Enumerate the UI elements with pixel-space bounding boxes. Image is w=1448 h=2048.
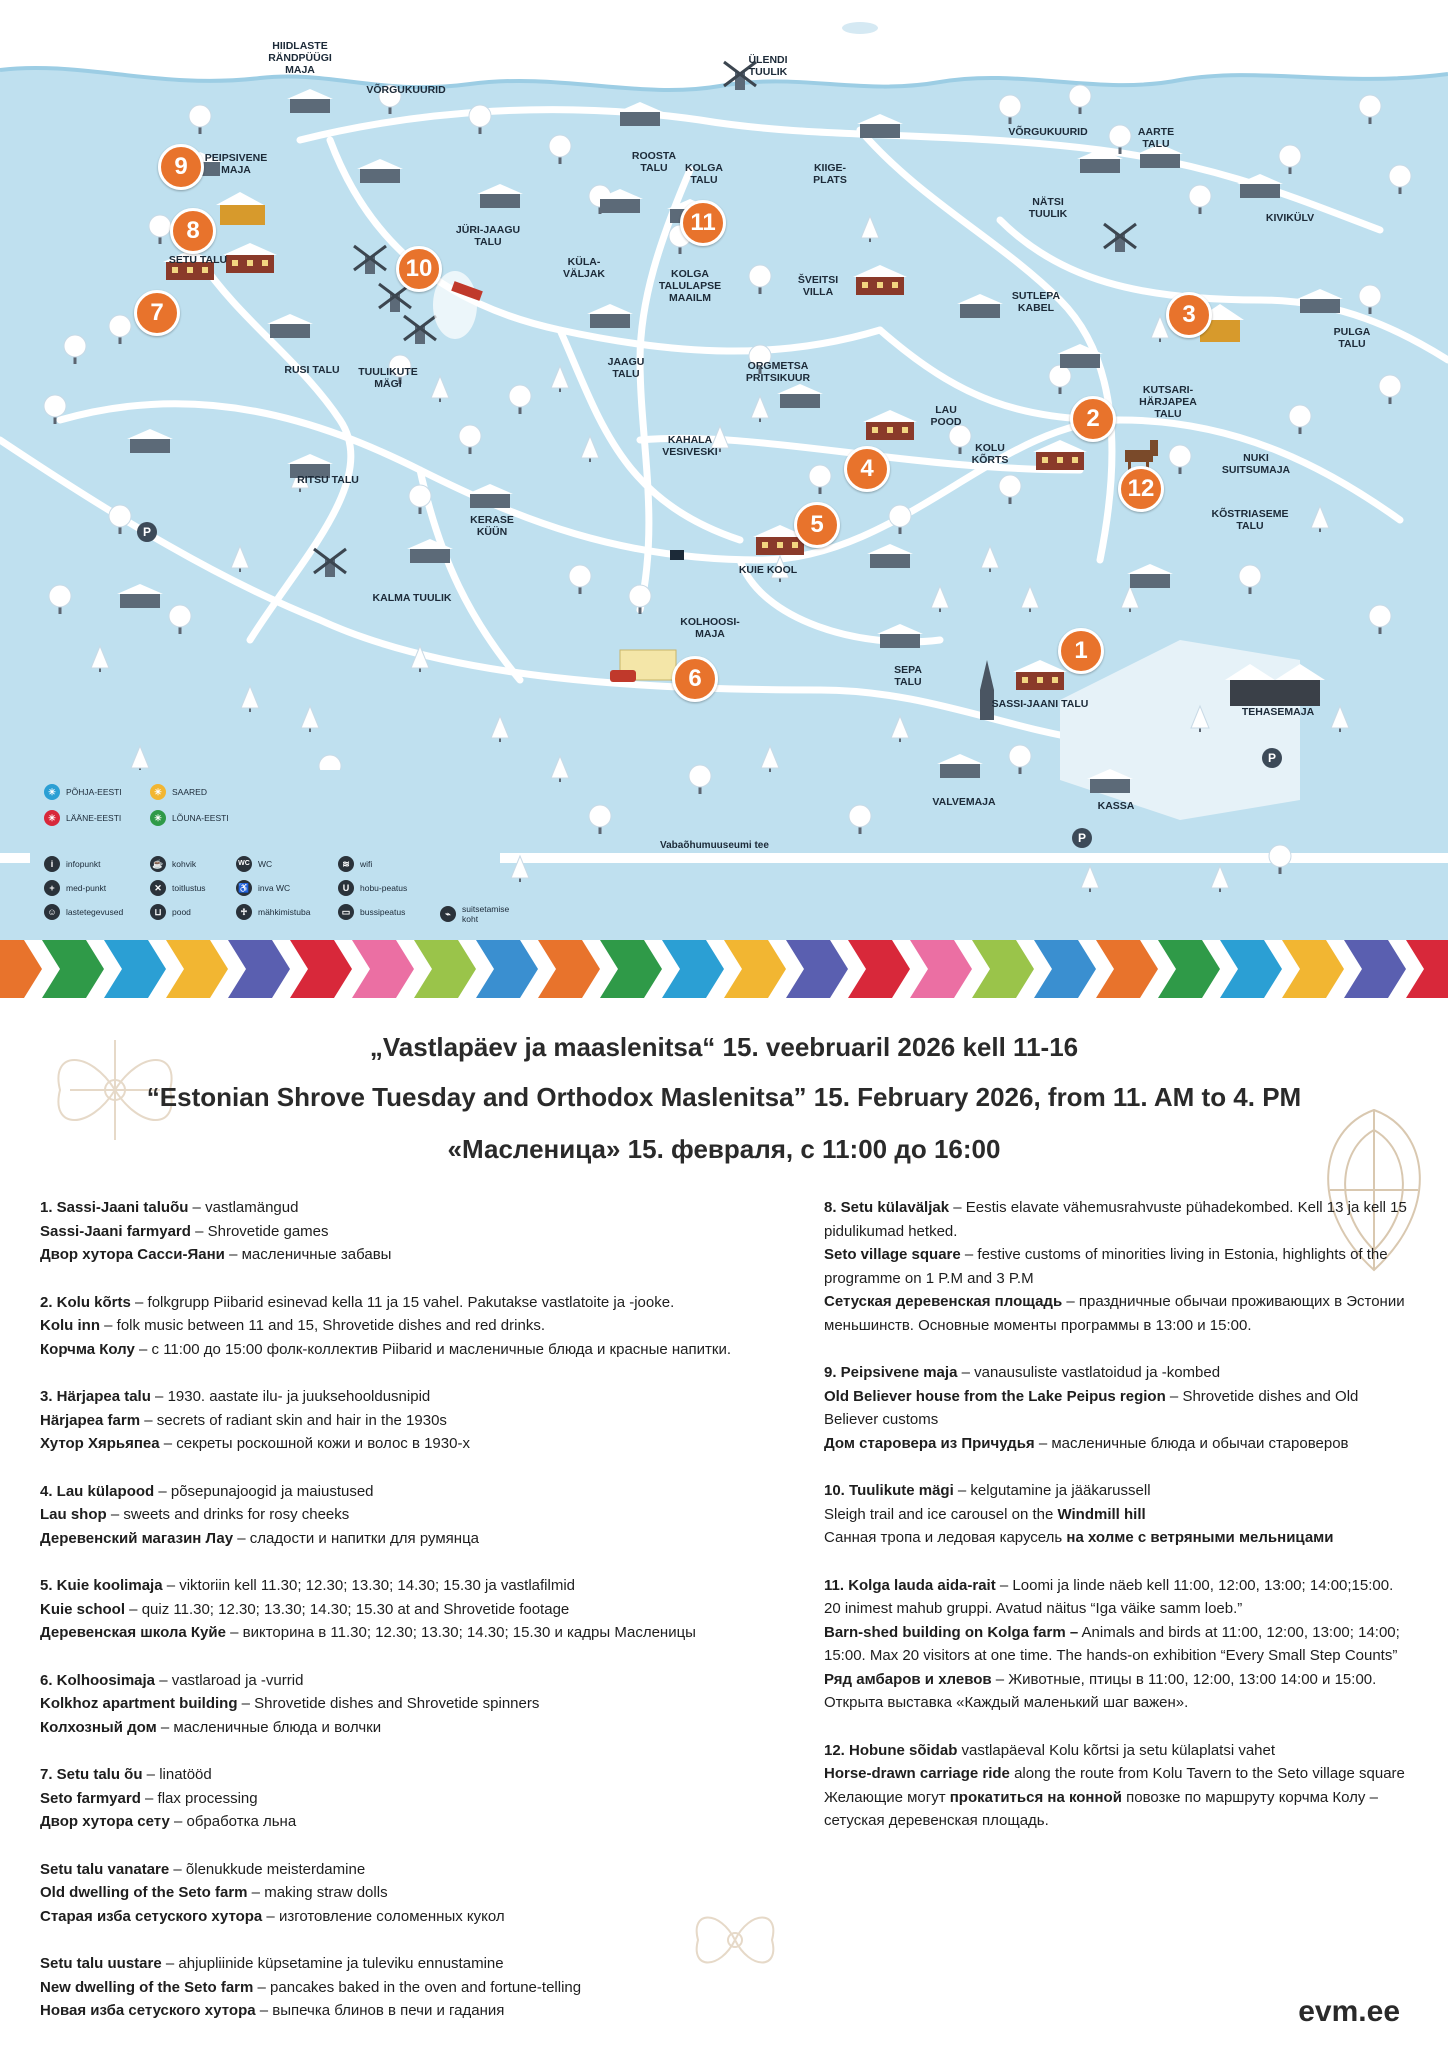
program-line: 4. Lau külapood – põsepunajoogid ja maiustused — [40, 1482, 374, 1500]
shop-icon: ⊔ — [150, 904, 166, 920]
stripe-chevron — [414, 940, 476, 998]
program-line: 9. Peipsivene maja – vanausuliste vastlatoidud ja -kombed — [824, 1364, 1221, 1381]
program-entry — [40, 1574, 770, 1645]
program-entry — [40, 1480, 770, 1551]
ice-hole — [842, 22, 878, 34]
legend-item: ☺ lastetegevused — [44, 904, 123, 920]
label-natsi: NÄTSI TUULIK — [1028, 196, 1068, 220]
stripe-chevron — [600, 940, 662, 998]
label-ulendi: ÜLENDI TUULIK — [748, 54, 788, 78]
program-entry — [824, 1574, 1414, 1715]
stripe-chevron — [104, 940, 166, 998]
label-kalma: KALMA TUULIK — [372, 592, 452, 604]
program-entry — [824, 1739, 1414, 1833]
program-line: Хутор Хярьяпеа – секреты роскошной кожи и волос в 1930-х — [40, 1435, 470, 1452]
smoking-icon: ⌁ — [440, 906, 456, 922]
stripe-chevron — [166, 940, 228, 998]
label-sutlepa: SUTLEPA KABEL — [1011, 290, 1061, 314]
label-hiidlaste: HIIDLASTE RÄNDPÜÜGI MAJA — [268, 40, 332, 76]
label-kolukorts: KOLU KÕRTS — [971, 442, 1009, 466]
program-entry — [40, 1291, 770, 1362]
sleigh-hill — [433, 271, 477, 339]
accessible-icon: ♿ — [236, 880, 252, 896]
label-aarte: AARTE TALU — [1137, 126, 1175, 150]
label-pulga: PULGA TALU — [1333, 326, 1371, 350]
label-jaagu: JAAGU TALU — [607, 356, 645, 380]
label-sepa: SEPA TALU — [894, 664, 922, 688]
program-line: Двор хутора Сасси-Яани – масленичные забавы — [40, 1246, 392, 1263]
program-entry — [824, 1479, 1414, 1550]
stripe-chevron — [352, 940, 414, 998]
label-vorgukuurid-1: VÕRGUKUURID — [366, 84, 446, 96]
program-entry — [824, 1196, 1414, 1337]
cafe-icon: ☕ — [150, 856, 166, 872]
label-kivikula: KIVIKÜLV — [1265, 212, 1315, 224]
program-line: Seto farmyard – flax processing — [40, 1789, 258, 1807]
program-entry — [40, 1763, 770, 1834]
program-line: New dwelling of the Seto farm – pancakes baked in the oven and fortune-telling — [40, 1978, 582, 1996]
program-line: 5. Kuie koolimaja – viktoriin kell 11.30; 12.30; 13.30; 14.30; 15.30 ja vastlafilmid — [40, 1577, 576, 1594]
label-valvemaja: VALVEMAJA — [932, 796, 996, 808]
stripe-chevron — [1220, 940, 1282, 998]
stripe-chevron — [1096, 940, 1158, 998]
first-aid-icon: + — [44, 880, 60, 896]
program-line: Sassi-Jaani farmyard – Shrovetide games — [40, 1222, 329, 1240]
wc-icon: WC — [236, 856, 252, 872]
program-line: Ряд амбаров и хлевов – Животные, птицы в 11:00, 12:00, 13:00 14:00 и 15:00. Открыта выставка «Каждый маленький шаг важен». — [824, 1670, 1377, 1711]
program-line: Härjapea farm – secrets of radiant skin and hair in the 1930s — [40, 1411, 447, 1429]
program-line: Старая изба сетуского хутора – изготовление соломенных кукол — [40, 1907, 505, 1925]
program-line: 1. Sassi-Jaani taluõu – vastlamängud — [40, 1199, 299, 1216]
label-peipsivene: PEIPSIVENE MAJA — [204, 152, 268, 176]
baby-change-icon: ♱ — [236, 904, 252, 920]
stripe-chevron — [972, 940, 1034, 998]
marker-6[interactable]: 6 — [672, 656, 718, 702]
program-line: Setu talu vanatare – õlenukkude meisterdamine — [40, 1860, 366, 1878]
stripe-chevron — [724, 940, 786, 998]
program-entry — [40, 1858, 770, 1929]
program-line: Двор хутора сету – обработка льна — [40, 1813, 297, 1830]
program-line: 11. Kolga lauda aida-rait – Loomi ja linde näeb kell 11:00, 12:00, 13:00; 14:00;15:00. 20 inimest mahub gruppi. Avatud näitus “Iga väike samm loeb.” — [824, 1576, 1394, 1617]
program-entry — [40, 1669, 770, 1740]
program-line: Kolu inn – folk music between 11 and 15, Shrovetide dishes and red drinks. — [40, 1317, 545, 1334]
label-sveitsi: ŠVEITSI VILLA — [797, 274, 839, 298]
label-lau: LAU POOD — [930, 404, 962, 428]
program-entry — [40, 1952, 770, 2023]
label-jurijaagu: JÜRI-JAAGU TALU — [455, 224, 521, 248]
stripe-chevron — [786, 940, 848, 998]
program-line: Корчма Колу – с 11:00 до 15:00 фолк-коллектив Piibarid и масленичные блюда и красные напитки. — [40, 1340, 731, 1358]
wifi-icon: ≋ — [338, 856, 354, 872]
program-line: Lau shop – sweets and drinks for rosy cheeks — [40, 1506, 350, 1523]
program-line: 2. Kolu kõrts – folkgrupp Piibarid esinevad kella 11 ja 15 vahel. Pakutakse vastlatoite ja -jooke. — [40, 1293, 675, 1311]
parking-icon: P — [1262, 748, 1282, 768]
label-kutsari: KUTSARI- HÄRJAPEA TALU — [1139, 384, 1197, 420]
program-line: 10. Tuulikute mägi – kelgutamine ja jääkarussell — [824, 1482, 1151, 1499]
legend-item: ♱ mähkimistuba — [236, 904, 310, 920]
program-line: Old Believer house from the Lake Peipus region – Shrovetide dishes and Old Believer customs — [824, 1387, 1359, 1428]
label-sassijaani: SASSI-JAANI TALU — [991, 698, 1089, 710]
stripe-chevron — [1158, 940, 1220, 998]
marker-4[interactable]: 4 — [844, 446, 890, 492]
program-line: 12. Hobune sõidab vastlapäeval Kolu kõrtsi ja setu külaplatsi vahet — [824, 1741, 1276, 1759]
label-kuiekool: KUIE KOOL — [738, 564, 798, 576]
label-orgmetsa: ORGMETSA PRITSIKUUR — [745, 360, 811, 384]
label-kolhoosimaja: KOLHOOSI- MAJA — [680, 616, 740, 640]
horseshoe-icon: U — [338, 880, 354, 896]
legend-item: + med-punkt — [44, 880, 106, 896]
legend-item: ⌁ suitsetamise koht — [440, 904, 509, 924]
marker-10[interactable]: 10 — [396, 246, 442, 292]
legend-item: ≋ wifi — [338, 856, 372, 872]
children-icon: ☺ — [44, 904, 60, 920]
label-setu: SETU TALU — [168, 254, 228, 266]
program-line: Kolkhoz apartment building – Shrovetide dishes and Shrovetide spinners — [40, 1695, 540, 1712]
program-line: Деревенская школа Куйе – викторина в 11.30; 12.30; 13.30; 14.30; 15.30 и кадры Масленицы — [40, 1624, 696, 1641]
region-islands-icon: ✳ — [150, 784, 166, 800]
program-entry — [40, 1385, 770, 1456]
marker-2[interactable]: 2 — [1070, 396, 1116, 442]
label-ritsu: RITSU TALU — [297, 474, 359, 486]
program-line: 7. Setu talu õu – linatööd — [40, 1766, 212, 1783]
region-south: ✳ LÕUNA-EESTI — [150, 810, 229, 826]
legend-item: i infopunkt — [44, 856, 101, 872]
label-nuki: NUKI SUITSUMAJA — [1221, 452, 1291, 476]
stripe-chevron — [476, 940, 538, 998]
stripe-chevron — [538, 940, 600, 998]
marker-12[interactable]: 12 — [1118, 466, 1164, 512]
program-line: Деревенский магазин Лау – сладости и напитки для румянца — [40, 1529, 479, 1547]
program-line: Barn-shed building on Kolga farm – Animals and birds at 11:00, 12:00, 13:00; 14:00; 15:00. Max 20 visitors at one time. The hands-on exhibition “Every Small Step Counts” — [824, 1623, 1400, 1664]
label-kahala: KAHALA VESIVESKI — [662, 434, 718, 458]
region-north: ✳ PÕHJA-EESTI — [44, 784, 122, 800]
program-line: Horse-drawn carriage ride along the route from Kolu Tavern to the Seto village square — [824, 1765, 1405, 1782]
legend-item: ⊔ pood — [150, 904, 191, 920]
stripe-chevron — [1282, 940, 1344, 998]
region-south-icon: ✳ — [150, 810, 166, 826]
marker-5[interactable]: 5 — [794, 502, 840, 548]
heading-ru: «Масленица» 15. февраля, с 11:00 до 16:00 — [447, 1134, 1001, 1164]
marker-7[interactable]: 7 — [134, 290, 180, 336]
program-line: 3. Härjapea talu – 1930. aastate ilu- ja juuksehooldusnipid — [40, 1388, 431, 1405]
stripe-chevron — [910, 940, 972, 998]
stripe-chevron — [1034, 940, 1096, 998]
legend-item: WC WC — [236, 856, 272, 872]
label-kostriaseme: KÕSTRIASEME TALU — [1211, 508, 1289, 532]
legend-item: ✕ toitlustus — [150, 880, 206, 896]
stripe-chevron — [0, 940, 42, 998]
food-icon: ✕ — [150, 880, 166, 896]
legend-item: ♿ inva WC — [236, 880, 290, 896]
stripe-chevron — [1344, 940, 1406, 998]
program-entry — [40, 1196, 770, 1267]
marker-11[interactable]: 11 — [680, 200, 726, 246]
stripe-chevron — [1406, 940, 1448, 998]
label-rusi: RUSI TALU — [284, 364, 340, 376]
bus-icon: ▭ — [338, 904, 354, 920]
program-line: Seto village square – festive customs of minorities living in Estonia, highlights of the programme on 1 P.M and 3 P.M — [824, 1246, 1388, 1287]
label-kolgatalulapse: KOLGA TALULAPSE MAAILM — [658, 268, 722, 304]
label-kulavaljak: KÜLA- VÄLJAK — [562, 256, 606, 280]
program-line: Желающие могут прокатиться на конной повозке по маршруту корчма Колу – сетуская деревенская площадь. — [824, 1788, 1378, 1829]
program-line: Setu talu uustare – ahjupliinide küpsetamine ja tuleviku ennustamine — [40, 1955, 504, 1972]
program-line: Kuie school – quiz 11.30; 12.30; 13.30; 14.30; 15.30 at and Shrovetide footage — [40, 1600, 570, 1618]
marker-3[interactable]: 3 — [1166, 292, 1212, 338]
info-icon: i — [44, 856, 60, 872]
label-tuulikutemagi: TUULIKUTE MÄGI — [358, 366, 418, 390]
program-line: 6. Kolhoosimaja – vastlaroad ja -vurrid — [40, 1671, 304, 1689]
program-left — [40, 1196, 770, 2047]
program-line: 8. Setu külaväljak – Eestis elavate vähemusrahvuste pühadekombed. Kell 13 ja kell 15 pidulikumad hetked. — [824, 1199, 1407, 1240]
marker-8[interactable]: 8 — [170, 208, 216, 254]
museum-map — [0, 0, 1448, 940]
program-line: Новая изба сетуского хутора – выпечка блинов в печи и гадания — [40, 2002, 505, 2019]
legend-item: ☕ kohvik — [150, 856, 196, 872]
marker-9[interactable]: 9 — [158, 144, 204, 190]
site-url[interactable]: evm.ee — [1298, 1995, 1400, 2028]
parking-icon: P — [137, 522, 157, 542]
region-north-icon: ✳ — [44, 784, 60, 800]
program-line: Сетуская деревенская площадь – праздничные обычаи проживающих в Эстонии меньшинств. Основные моменты программы в 13:00 и 15:00. — [824, 1293, 1405, 1334]
region-islands: ✳ SAARED — [150, 784, 207, 800]
stripe-chevron — [290, 940, 352, 998]
heading-et: „Vastlapäev ja maaslenitsa“ 15. veebruaril 2026 kell 11-16 — [369, 1032, 1079, 1062]
parking-icon: P — [1072, 828, 1092, 848]
program-line: Санная тропа и ледовая карусель на холме с ветряными мельницами — [824, 1529, 1334, 1546]
label-kolga: KOLGA TALU — [685, 162, 723, 186]
program-line: Колхозный дом – масленичные блюда и волчки — [40, 1718, 382, 1736]
road-name: Vabaõhumuuseumi tee — [660, 840, 769, 851]
label-tehasemaja: TEHASEMAJA — [1241, 706, 1315, 718]
label-kassa: KASSA — [1097, 800, 1135, 812]
heading-en: “Estonian Shrove Tuesday and Orthodox Maslenitsa” 15. February 2026, from 11. AM to 4. PM — [146, 1082, 1302, 1112]
chevron-stripe — [0, 940, 1448, 998]
region-west: ✳ LÄÄNE-EESTI — [44, 810, 121, 826]
stripe-chevron — [228, 940, 290, 998]
program-line: Дом старовера из Причудья – масленичные блюда и обычаи староверов — [824, 1434, 1349, 1452]
stripe-chevron — [662, 940, 724, 998]
label-kiigeplats: KIIGE- PLATS — [813, 162, 847, 186]
program-entry — [824, 1361, 1414, 1455]
legend-item: ▭ bussipeatus — [338, 904, 405, 920]
label-kerase: KERASE KÜÜN — [470, 514, 514, 538]
program-right — [824, 1196, 1414, 1857]
legend-item: U hobu-peatus — [338, 880, 407, 896]
marker-1[interactable]: 1 — [1058, 628, 1104, 674]
program-line: Sleigh trail and ice carousel on the Windmill hill — [824, 1505, 1146, 1523]
stripe-chevron — [42, 940, 104, 998]
label-vorgukuurid-2: VÕRGUKUURID — [1008, 126, 1088, 138]
program-line: Old dwelling of the Seto farm – making straw dolls — [40, 1884, 388, 1901]
label-roosta: ROOSTA TALU — [631, 150, 677, 174]
stripe-chevron — [848, 940, 910, 998]
region-west-icon: ✳ — [44, 810, 60, 826]
